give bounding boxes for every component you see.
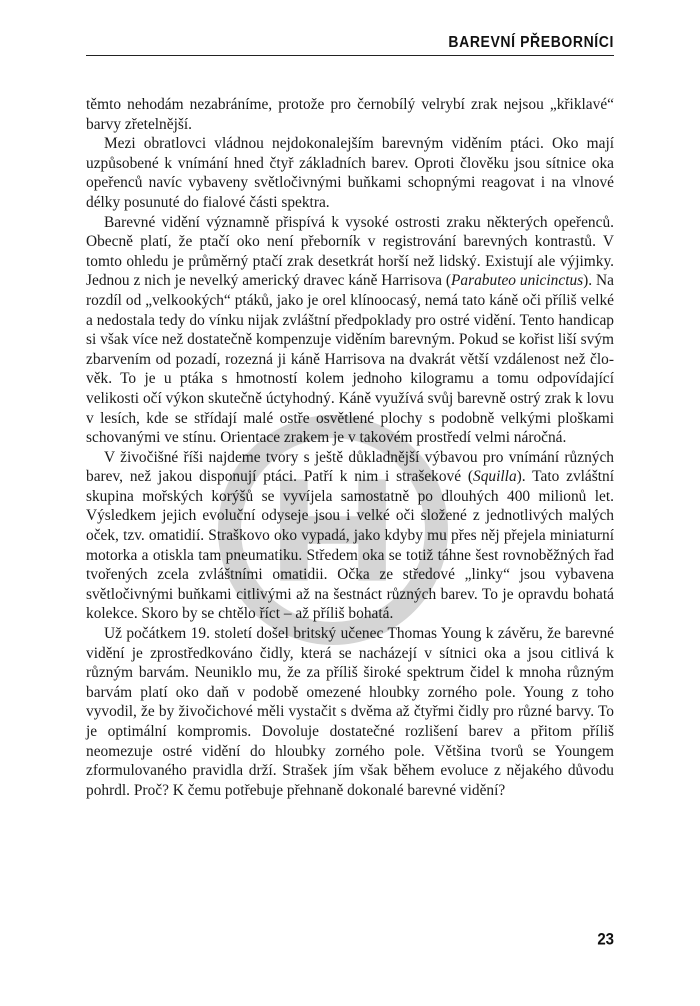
body-text bbox=[86, 95, 614, 800]
header-rule bbox=[86, 55, 614, 56]
paragraph: V živočišné říši najdeme tvory s ještě důkladnější výbavou pro vnímání různých barev, než jakou disponují ptáci. Patří k nim i strašekové (Squilla). Tato zvláštní skupina mořských korýšů se vyvíjela samostatně po dlouhých 400 milionů let. Výsledkem jejich evoluční odyseje jsou i velké oči složené z jednotlivých malých oček, tzv. omatidií. Straškovo oko vypadá, jako kdyby mu přes něj přejela miniaturní motorka a otiskla tam pneumatiku. Středem oka se totiž táhne šest rovnoběžných řad tvořených zcela zvláštními omatidii. Očka ze středové „linky“ jsou vybavena světločivnými buňkami citlivými až na šestnáct různých barev. To je opravdu bohatá kolekce. Skoro by se chtělo říct – až příliš bohatá. bbox=[86, 448, 615, 623]
paragraph: těmto nehodám nezabráníme, protože pro černobílý velrybí zrak nejsou „křiklavé“ barvy zřetelnější. bbox=[86, 96, 614, 133]
running-header: BAREVNÍ PŘEBORNÍCI bbox=[448, 32, 614, 51]
paragraph: Už počátkem 19. století došel britský učenec Thomas Young k závěru, že barevné vidění je zprostředkováno čidly, která se nacházejí v sítnici oka a jsou citlivá k různým barvám. Neuniklo mu, že za příliš široké spektrum čidel k mnoha různým barvám platí oko daň v podobě omezené hloubky zorného pole. Young z toho vyvodil, že by živočichové měli vystačit s dvěma až čtyřmi čidly pro různé barvy. To je optimální kompromis. Dovoluje dostatečné rozlišení barev a přitom příliš neomezuje ostré vidění do hloubky zorného pole. Většina tvorů se Youngem zformulovaného pravidla drží. Strašek jím však během evoluce z nějakého důvodu pohrdl. Proč? K čemu potřebuje přehnaně dokonalé barevné vidění? bbox=[86, 625, 614, 799]
paragraph: Mezi obratlovci vládnou nejdokonalejším barevným viděním ptáci. Oko mají uzpůsobené k vnímání hned čtyř základních barev. Oproti člověku jsou sítnice oka opeřenců navíc vybaveny světločivnými buňkami schopnými reagovat i na vlnové délky posunuté do fialové části spektra. bbox=[86, 135, 614, 211]
page-number: 23 bbox=[597, 930, 614, 949]
paragraph: Barevné vidění významně přispívá k vysoké ostrosti zraku některých opeřenců. Obecně platí, že ptačí oko není přeborník v registrování barevných kontrastů. V tomto ohledu je průměrný ptačí zrak desetkrát horší než lidský. Existují ale výjimky. Jednou z nich je nevelký americký dravec káně Harrisova (Parabuteo unicinctus). Na rozdíl od „velkookých“ ptáků, jako je orel klínoocasý, nemá tato káně oči příliš velké a nedostala tedy do vínku nijak zvláštní předpoklady pro ostré vidění. Tento handicap si však více než dostatečně kompenzuje viděním barevným. Pokud se kořist liší svým zbarvením od pozadí, rozezná ji káně Harrisova na dvakrát větší vzdálenost než člověk. To je u ptáka s hmotností kolem jednoho kilogramu a tomu odpovídající velikosti očí výkon skutečně úctyhodný. Káně využívá svůj barevně ostrý zrak k lovu v lesích, kde se střídají malé ostře osvětlené plochy s podobně velkými ploškami schovanými ve stínu. Orientace zrakem je v takovém prostředí velmi náročná. bbox=[86, 213, 614, 447]
